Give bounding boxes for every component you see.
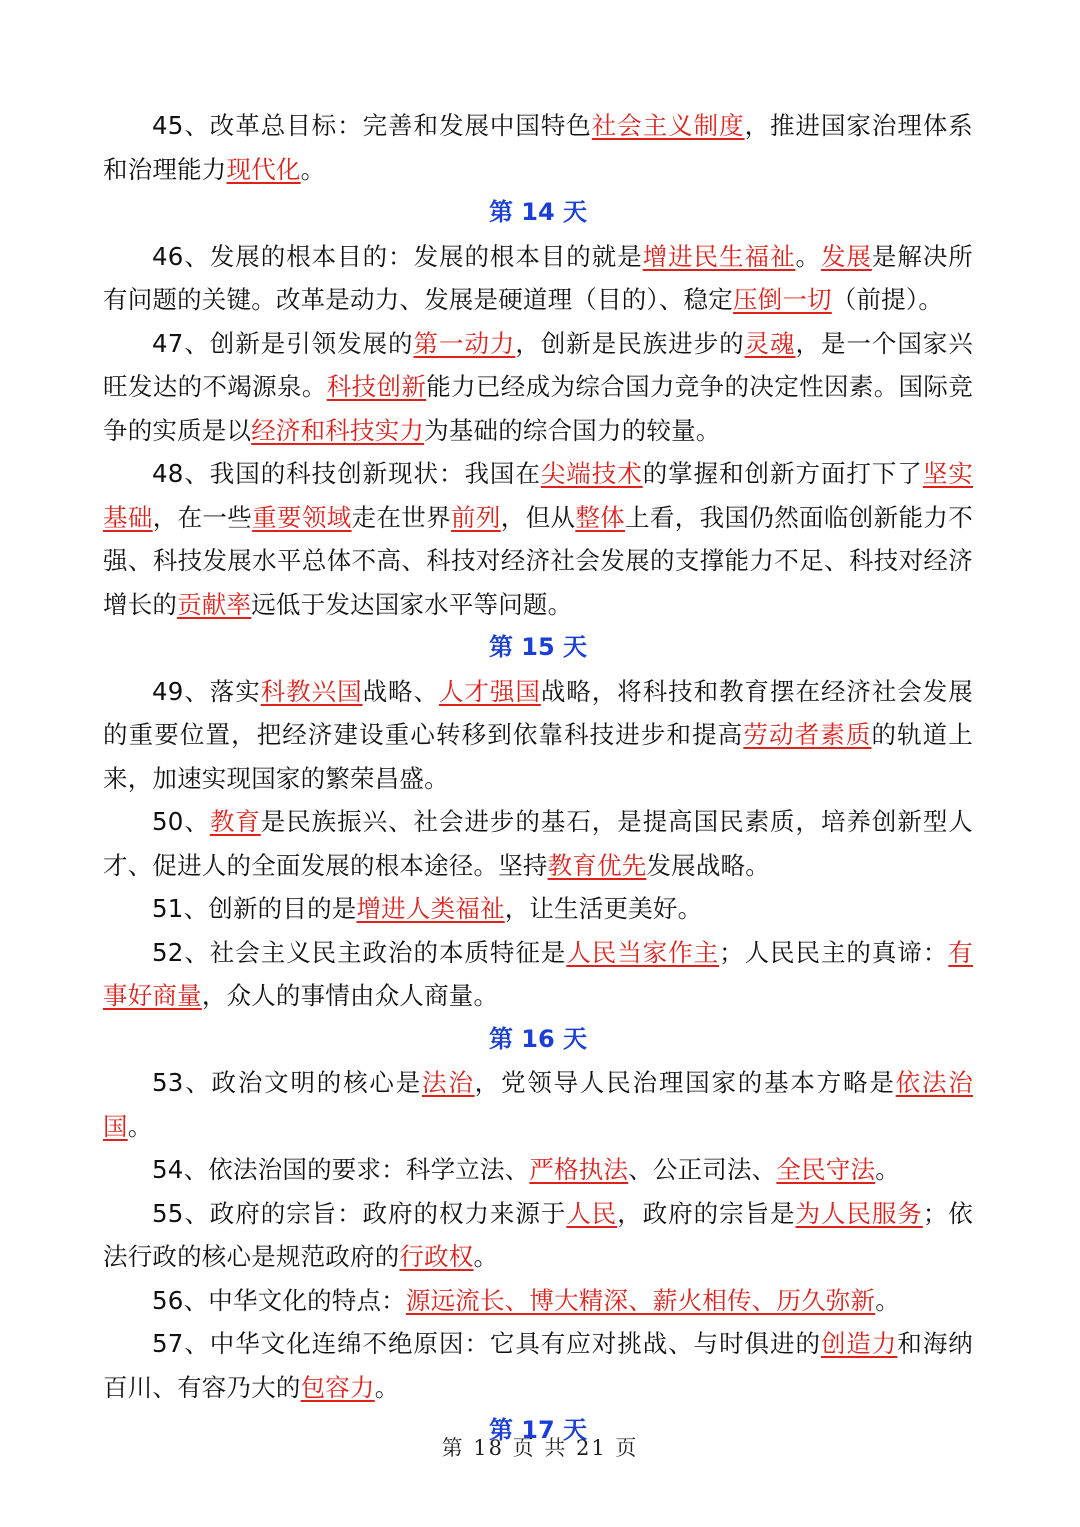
key-term: 源远流长、博大精深、薪火相传、历久弥新 bbox=[405, 1285, 876, 1315]
text-segment: 。 bbox=[300, 154, 326, 184]
text-segment: 能力已经成为综合国力竞争的决定性因素。国际竞争的实质是以 bbox=[103, 372, 973, 445]
key-term: 现代化 bbox=[226, 154, 301, 184]
key-term: 整体 bbox=[575, 502, 626, 532]
key-term: 灵魂 bbox=[744, 328, 796, 358]
text-segment: ，是一个国家兴旺发达的不竭源泉。 bbox=[103, 328, 973, 401]
item-55 bbox=[103, 1192, 973, 1279]
text-segment: 46、发展的根本目的：发展的根本目的就是 bbox=[152, 241, 643, 271]
day-16-heading: 第 16 天 bbox=[488, 1024, 588, 1053]
item-45 bbox=[103, 104, 973, 191]
text-segment: ，但从 bbox=[500, 502, 576, 532]
key-term: 法治 bbox=[422, 1068, 475, 1097]
text-segment: ，创新是民族进步的 bbox=[515, 328, 745, 358]
text-segment: ，推进国家治理体系和治理能力 bbox=[103, 111, 973, 184]
text-segment: 56、中华文化的特点： bbox=[152, 1285, 406, 1315]
key-term: 劳动者素质 bbox=[743, 720, 872, 749]
key-term: 贡献率 bbox=[177, 589, 252, 619]
key-term: 创造力 bbox=[820, 1329, 898, 1358]
key-term: 人民当家作主 bbox=[566, 937, 720, 967]
text-segment: 远低于发达国家水平等问题。 bbox=[251, 589, 573, 619]
item-49 bbox=[103, 670, 973, 801]
text-segment: ；人民民主的真谛： bbox=[719, 937, 949, 967]
item-47 bbox=[103, 322, 973, 453]
day-15-heading: 第 15 天 bbox=[488, 633, 588, 661]
key-term: 社会主义制度 bbox=[591, 111, 745, 140]
text-segment: 50、 bbox=[152, 807, 210, 836]
item-53 bbox=[103, 1061, 973, 1148]
text-segment: 的轨道上来，加速实现国家的繁荣昌盛。 bbox=[103, 720, 973, 793]
text-segment: 战略、 bbox=[362, 676, 439, 706]
page-footer: 第 18 页 共 21 页 bbox=[441, 1436, 639, 1460]
key-term: 增进人类福祉 bbox=[356, 894, 505, 923]
key-term: 有事好商量 bbox=[103, 937, 973, 1010]
key-term: 全民守法 bbox=[776, 1155, 876, 1184]
text-segment: 。 bbox=[795, 241, 821, 271]
text-segment: 51、创新的目的是 bbox=[152, 894, 357, 923]
text-segment: 48、我国的科技创新现状：我国在 bbox=[152, 459, 541, 488]
text-segment: 53、政治文明的核心是 bbox=[152, 1068, 423, 1097]
key-term: 为人民服务 bbox=[795, 1198, 923, 1228]
key-term: 发展 bbox=[820, 241, 872, 271]
key-term: 经济和科技实力 bbox=[251, 415, 425, 445]
key-term: 前列 bbox=[451, 502, 501, 532]
key-term: 行政权 bbox=[399, 1242, 474, 1271]
text-segment: ，众人的事情由众人商量。 bbox=[201, 981, 499, 1010]
text-segment: 走在世界 bbox=[351, 502, 452, 532]
text-segment: 。 bbox=[875, 1285, 900, 1315]
text-segment: 。 bbox=[127, 1111, 153, 1141]
key-term: 坚实基础 bbox=[103, 459, 973, 532]
key-term: 科教兴国 bbox=[260, 676, 363, 706]
key-term: 教育优先 bbox=[547, 850, 647, 880]
text-segment: ，党领导人民治理国家的基本方略是 bbox=[474, 1068, 896, 1097]
text-segment: 52、社会主义民主政治的本质特征是 bbox=[152, 937, 567, 967]
text-segment: （前提）。 bbox=[831, 285, 944, 314]
text-segment: 和海纳百川、有容乃大的 bbox=[103, 1329, 973, 1402]
item-50 bbox=[103, 800, 973, 887]
text-segment: 战略，将科技和教育摆在经济社会发展的重要位置，把经济建设重心转移到依靠科技进步和提高 bbox=[103, 676, 973, 749]
item-52 bbox=[103, 931, 973, 1018]
text-segment: 57、中华文化连绵不绝原因：它具有应对挑战、与时俱进的 bbox=[152, 1329, 821, 1358]
key-term: 人民 bbox=[566, 1198, 618, 1228]
key-term: 增进民生福祉 bbox=[642, 241, 796, 271]
key-term: 教育 bbox=[209, 807, 261, 836]
text-segment: ，在一些 bbox=[152, 502, 253, 532]
key-term: 第一动力 bbox=[413, 328, 516, 358]
item-57 bbox=[103, 1322, 973, 1409]
text-segment: ，让生活更美好。 bbox=[504, 894, 703, 923]
text-segment: 。 bbox=[473, 1242, 499, 1271]
key-term: 科技创新 bbox=[326, 372, 427, 401]
text-segment: ，政府的宗旨是 bbox=[617, 1198, 796, 1228]
day-14-heading: 第 14 天 bbox=[488, 198, 588, 226]
item-51 bbox=[103, 887, 973, 931]
document-body bbox=[103, 104, 973, 1453]
key-term: 严格执法 bbox=[529, 1155, 629, 1184]
item-54 bbox=[103, 1148, 973, 1192]
text-segment: 。 bbox=[374, 1372, 400, 1402]
text-segment: 49、落实 bbox=[152, 676, 261, 706]
item-46 bbox=[103, 235, 973, 322]
key-term: 包容力 bbox=[300, 1372, 375, 1402]
text-segment: 54、依法治国的要求：科学立法、 bbox=[152, 1155, 530, 1184]
text-segment: 发展战略。 bbox=[646, 850, 770, 880]
text-segment: 为基础的综合国力的较量。 bbox=[424, 415, 721, 445]
text-segment: 的掌握和创新方面打下了 bbox=[642, 459, 923, 488]
item-48 bbox=[103, 452, 973, 626]
text-segment: 45、改革总目标：完善和发展中国特色 bbox=[152, 111, 592, 140]
text-segment: 是民族振兴、社会进步的基石，是提高国民素质，培养创新型人才、促进人的全面发展的根本途径。坚持 bbox=[103, 807, 973, 880]
key-term: 压倒一切 bbox=[732, 285, 832, 314]
key-term: 重要领域 bbox=[252, 502, 352, 532]
key-term: 人才强国 bbox=[438, 676, 541, 706]
text-segment: 是解决所有问题的关键。改革是动力、发展是硬道理（目的）、稳定 bbox=[103, 241, 973, 314]
text-segment: 、公正司法、 bbox=[628, 1155, 777, 1184]
item-56 bbox=[103, 1279, 973, 1323]
key-term: 尖端技术 bbox=[540, 459, 643, 488]
day-17-heading: 第 17 天 bbox=[488, 1416, 588, 1444]
text-segment: 47、创新是引领发展的 bbox=[152, 328, 414, 358]
text-segment: 55、政府的宗旨：政府的权力来源于 bbox=[152, 1198, 567, 1228]
text-segment: 。 bbox=[875, 1155, 900, 1184]
key-term: 依法治国 bbox=[103, 1068, 973, 1141]
text-segment: ；依法行政的核心是规范政府的 bbox=[103, 1198, 974, 1271]
text-segment: 上看，我国仍然面临创新能力不强、科技发展水平总体不高、科技对经济社会发展的支撑能力不足、科技对经济增长的 bbox=[103, 502, 973, 619]
